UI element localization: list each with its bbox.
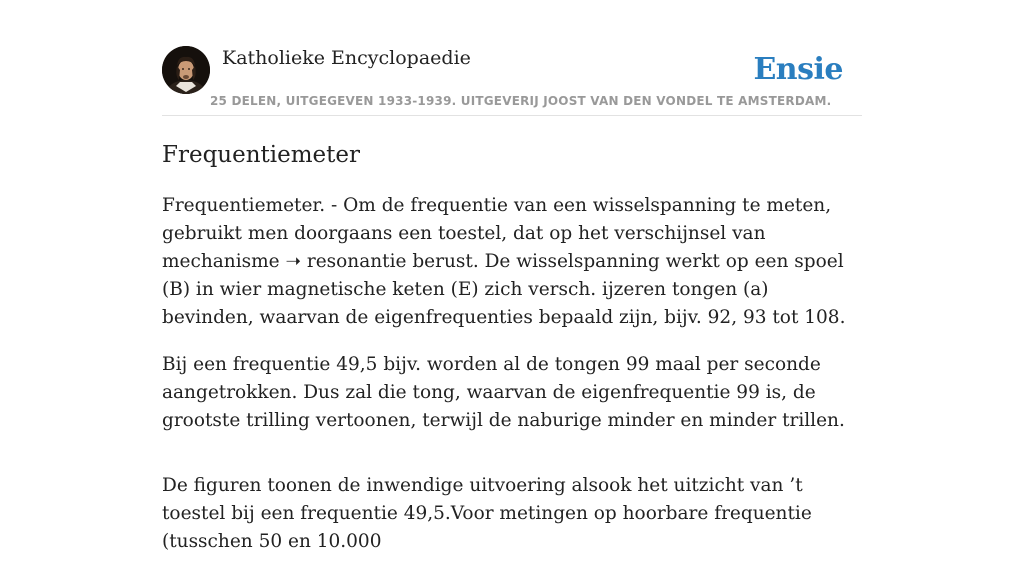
ensie-logo[interactable]: Ensie xyxy=(753,52,843,87)
site-title[interactable]: Katholieke Encyclopaedie xyxy=(222,47,471,69)
portrait-avatar-icon xyxy=(162,46,210,94)
article-paragraph: Frequentiemeter. - Om de frequentie van een wisselspanning te meten, gebruikt men doorgaans een toestel, dat op het verschijnsel van mechanisme ➝ resonantie berust. De wisselspanning werkt op een spoel (B) in wier magnetische keten (E) zich versch. ijzeren tongen (a) bevinden, waarvan de eigenfrequenties bepaald zijn, bijv. 92, 93 tot 108. xyxy=(162,195,846,328)
article-title: Frequentiemeter xyxy=(162,142,361,168)
article-paragraph: De figuren toonen de inwendige uitvoering alsook het uitzicht van ’t toestel bij een frequentie 49,5.Voor metingen op hoorbare frequentie (tusschen 50 en 10.000 xyxy=(162,475,812,552)
article-paragraph: Bij een frequentie 49,5 bijv. worden al de tongen 99 maal per seconde aangetrokken. Dus zal die tong, waarvan de eigenfrequentie 99 is, de grootste trilling vertoonen, terwijl de naburige minder en minder trillen. xyxy=(162,354,845,431)
article-body xyxy=(162,192,864,575)
site-subtitle: 25 DELEN, UITGEGEVEN 1933-1939. UITGEVERIJ JOOST VAN DEN VONDEL TE AMSTERDAM. xyxy=(210,94,832,108)
site-header xyxy=(162,46,862,116)
avatar[interactable] xyxy=(162,46,210,94)
